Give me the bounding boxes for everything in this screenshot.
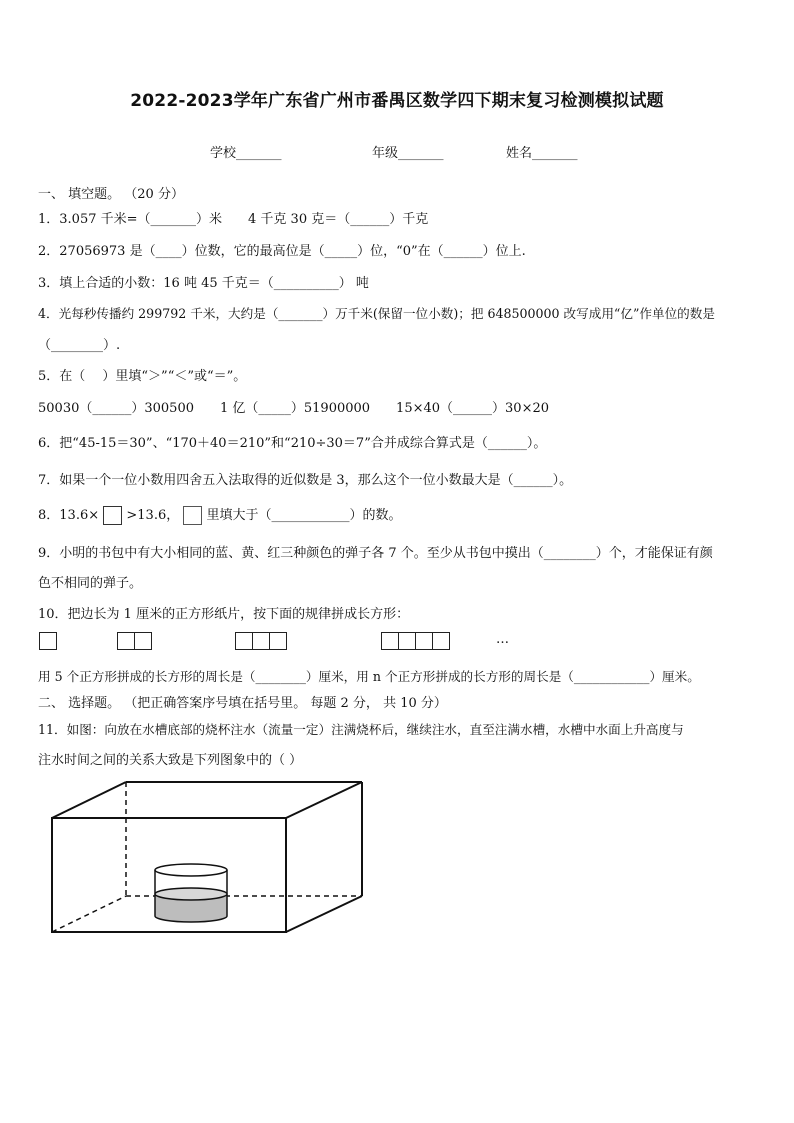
question-8-part-c: 里填大于（____________）的数。 (206, 508, 402, 523)
grade-field: 年级_______ (372, 146, 444, 161)
pattern-ellipsis: … (496, 632, 509, 647)
question-2: 2．27056973 是（____）位数，它的最高位是（_____）位，“0”在（______）位上. (38, 244, 526, 259)
question-3: 3．填上合适的小数：16 吨 45 千克＝（__________） 吨 (38, 276, 369, 291)
answer-box-square (183, 506, 202, 525)
question-8-part-a: 8．13.6× (38, 508, 100, 523)
question-9-line-2: 色不相同的弹子。 (38, 576, 143, 591)
question-11-line-1: 11．如图：向放在水槽底部的烧杯注水（流量一定）注满烧杯后，继续注水，直至注满水槽，水槽中水面上升高度与 (38, 722, 684, 737)
square-pattern-2 (117, 632, 151, 649)
question-9-line-1: 9．小明的书包中有大小相同的蓝、黄、红三种颜色的弹子各 7 个。至少从书包中摸出（________）个，才能保证有颜 (38, 546, 713, 561)
question-8 (38, 504, 402, 525)
question-4-line-2: （________）. (38, 338, 121, 353)
square-pattern-3 (235, 632, 286, 649)
square-pattern-4 (381, 632, 449, 649)
answer-box-square (103, 506, 122, 525)
question-7: 7．如果一个一位小数用四舍五入法取得的近似数是 3，那么这个一位小数最大是（______）。 (38, 473, 573, 488)
water-tank-diagram (48, 778, 368, 940)
question-4-line-1: 4．光每秒传播约 299792 千米，大约是（_______）万千米(保留一位小数)；把 648500000 改写成用“亿”作单位的数是 (38, 306, 715, 321)
question-5-line-2: 50030（______）300500 1 亿（_____）51900000 15×40（______）30×20 (38, 401, 550, 416)
square-pattern-1 (39, 632, 56, 649)
school-field: 学校_______ (210, 146, 282, 161)
beaker-icon (155, 864, 227, 922)
question-8-part-b: >13.6， (126, 508, 180, 523)
question-11-line-2: 注水时间之间的关系大致是下列图象中的（ ） (38, 753, 303, 768)
name-field: 姓名_______ (506, 146, 578, 161)
question-10-line-2: 用 5 个正方形拼成的长方形的周长是（________）厘米，用 n 个正方形拼成的长方形的周长是（____________）厘米。 (38, 669, 700, 684)
section-1-header: 一、 填空题。 （20 分） (38, 187, 184, 202)
question-10-line-1: 10．把边长为 1 厘米的正方形纸片，按下面的规律拼成长方形： (38, 607, 410, 622)
section-2-header: 二、 选择题。 （把正确答案序号填在括号里。 每题 2 分， 共 10 分） (38, 696, 447, 711)
question-5-line-1: 5．在（ ）里填“＞”“＜”或“＝”。 (38, 369, 247, 384)
question-1: 1．3.057 千米=（_______）米 4 千克 30 克＝（______）千克 (38, 212, 429, 227)
page-title: 2022-2023学年广东省广州市番禺区数学四下期末复习检测模拟试题 (130, 91, 664, 111)
question-6: 6．把“45-15＝30”、“170＋40＝210”和“210÷30＝7”合并成综合算式是（______）。 (38, 436, 547, 451)
